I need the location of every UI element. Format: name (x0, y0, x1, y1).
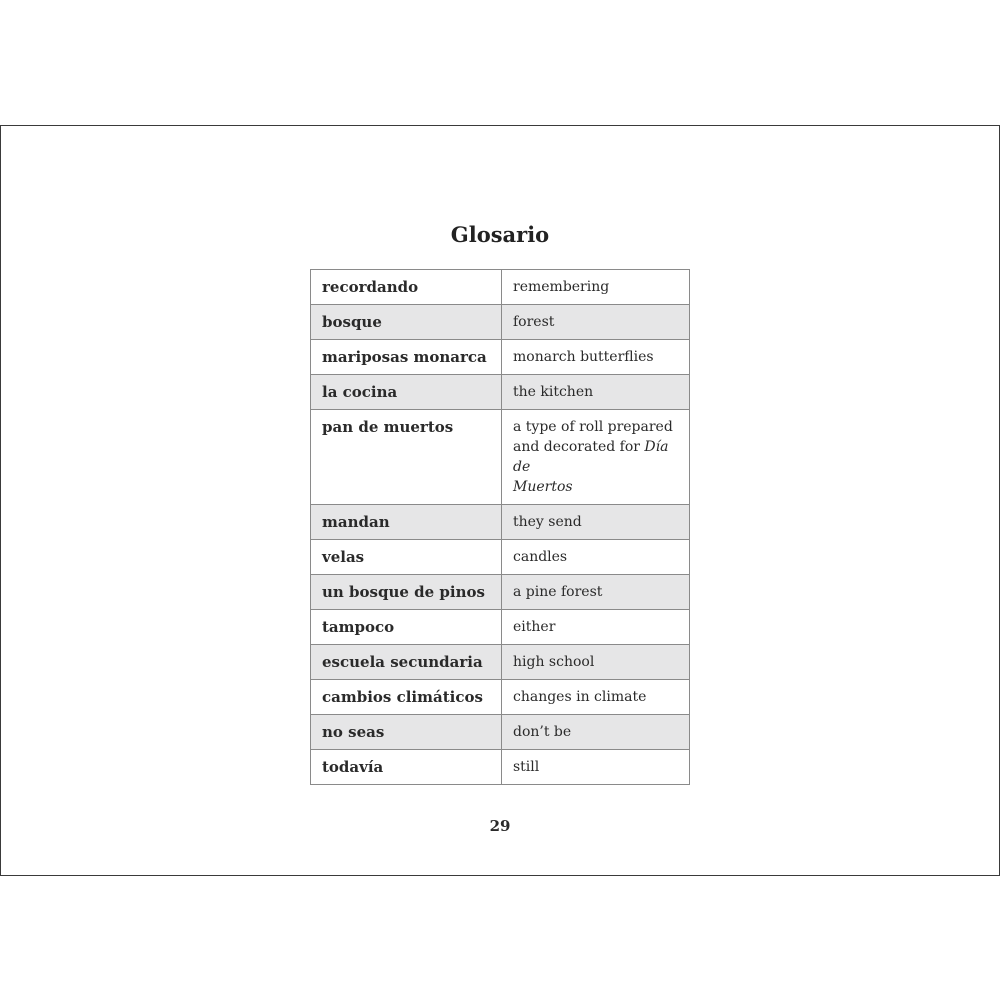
glossary-term: recordando (311, 270, 502, 305)
table-row (311, 680, 690, 715)
glossary-term: no seas (311, 715, 502, 750)
definition-text: and decorated for (513, 439, 645, 455)
glossary-definition: forest (502, 305, 690, 340)
page-number: 29 (489, 817, 511, 835)
definition-text: a type of roll prepared (513, 419, 673, 435)
glossary-definition: the kitchen (502, 375, 690, 410)
glossary-definition: still (502, 750, 690, 785)
glossary-definition: either (502, 610, 690, 645)
table-row (311, 375, 690, 410)
table-row (311, 270, 690, 305)
table-row (311, 305, 690, 340)
table-row (311, 645, 690, 680)
glossary-term: mariposas monarca (311, 340, 502, 375)
glossary-definition: a pine forest (502, 575, 690, 610)
glossary-definition: changes in climate (502, 680, 690, 715)
table-row (311, 575, 690, 610)
glossary-term: bosque (311, 305, 502, 340)
table-row (311, 715, 690, 750)
glossary-definition: remembering (502, 270, 690, 305)
glossary-definition: candles (502, 540, 690, 575)
glossary-term: cambios climáticos (311, 680, 502, 715)
table-row (311, 340, 690, 375)
glossary-term: escuela secundaria (311, 645, 502, 680)
glossary-term: pan de muertos (311, 410, 502, 505)
glossary-term: un bosque de pinos (311, 575, 502, 610)
glossary-definition: they send (502, 505, 690, 540)
glossary-term: la cocina (311, 375, 502, 410)
table-row (311, 540, 690, 575)
glossary-term: mandan (311, 505, 502, 540)
glossary-definition: don’t be (502, 715, 690, 750)
definition-italic-text: Muertos (513, 479, 573, 495)
glossary-definition: monarch butterflies (502, 340, 690, 375)
glossary-term: tampoco (311, 610, 502, 645)
glossary-term: todavía (311, 750, 502, 785)
page-title: Glosario (450, 222, 550, 247)
glossary-definition: high school (502, 645, 690, 680)
table-row (311, 610, 690, 645)
table-row (311, 750, 690, 785)
definition-italic-text: Día de (513, 439, 669, 475)
table-row (311, 410, 690, 505)
glossary-definition (502, 410, 690, 505)
glossary-term: velas (311, 540, 502, 575)
table-row (311, 505, 690, 540)
glossary-table (310, 269, 690, 785)
